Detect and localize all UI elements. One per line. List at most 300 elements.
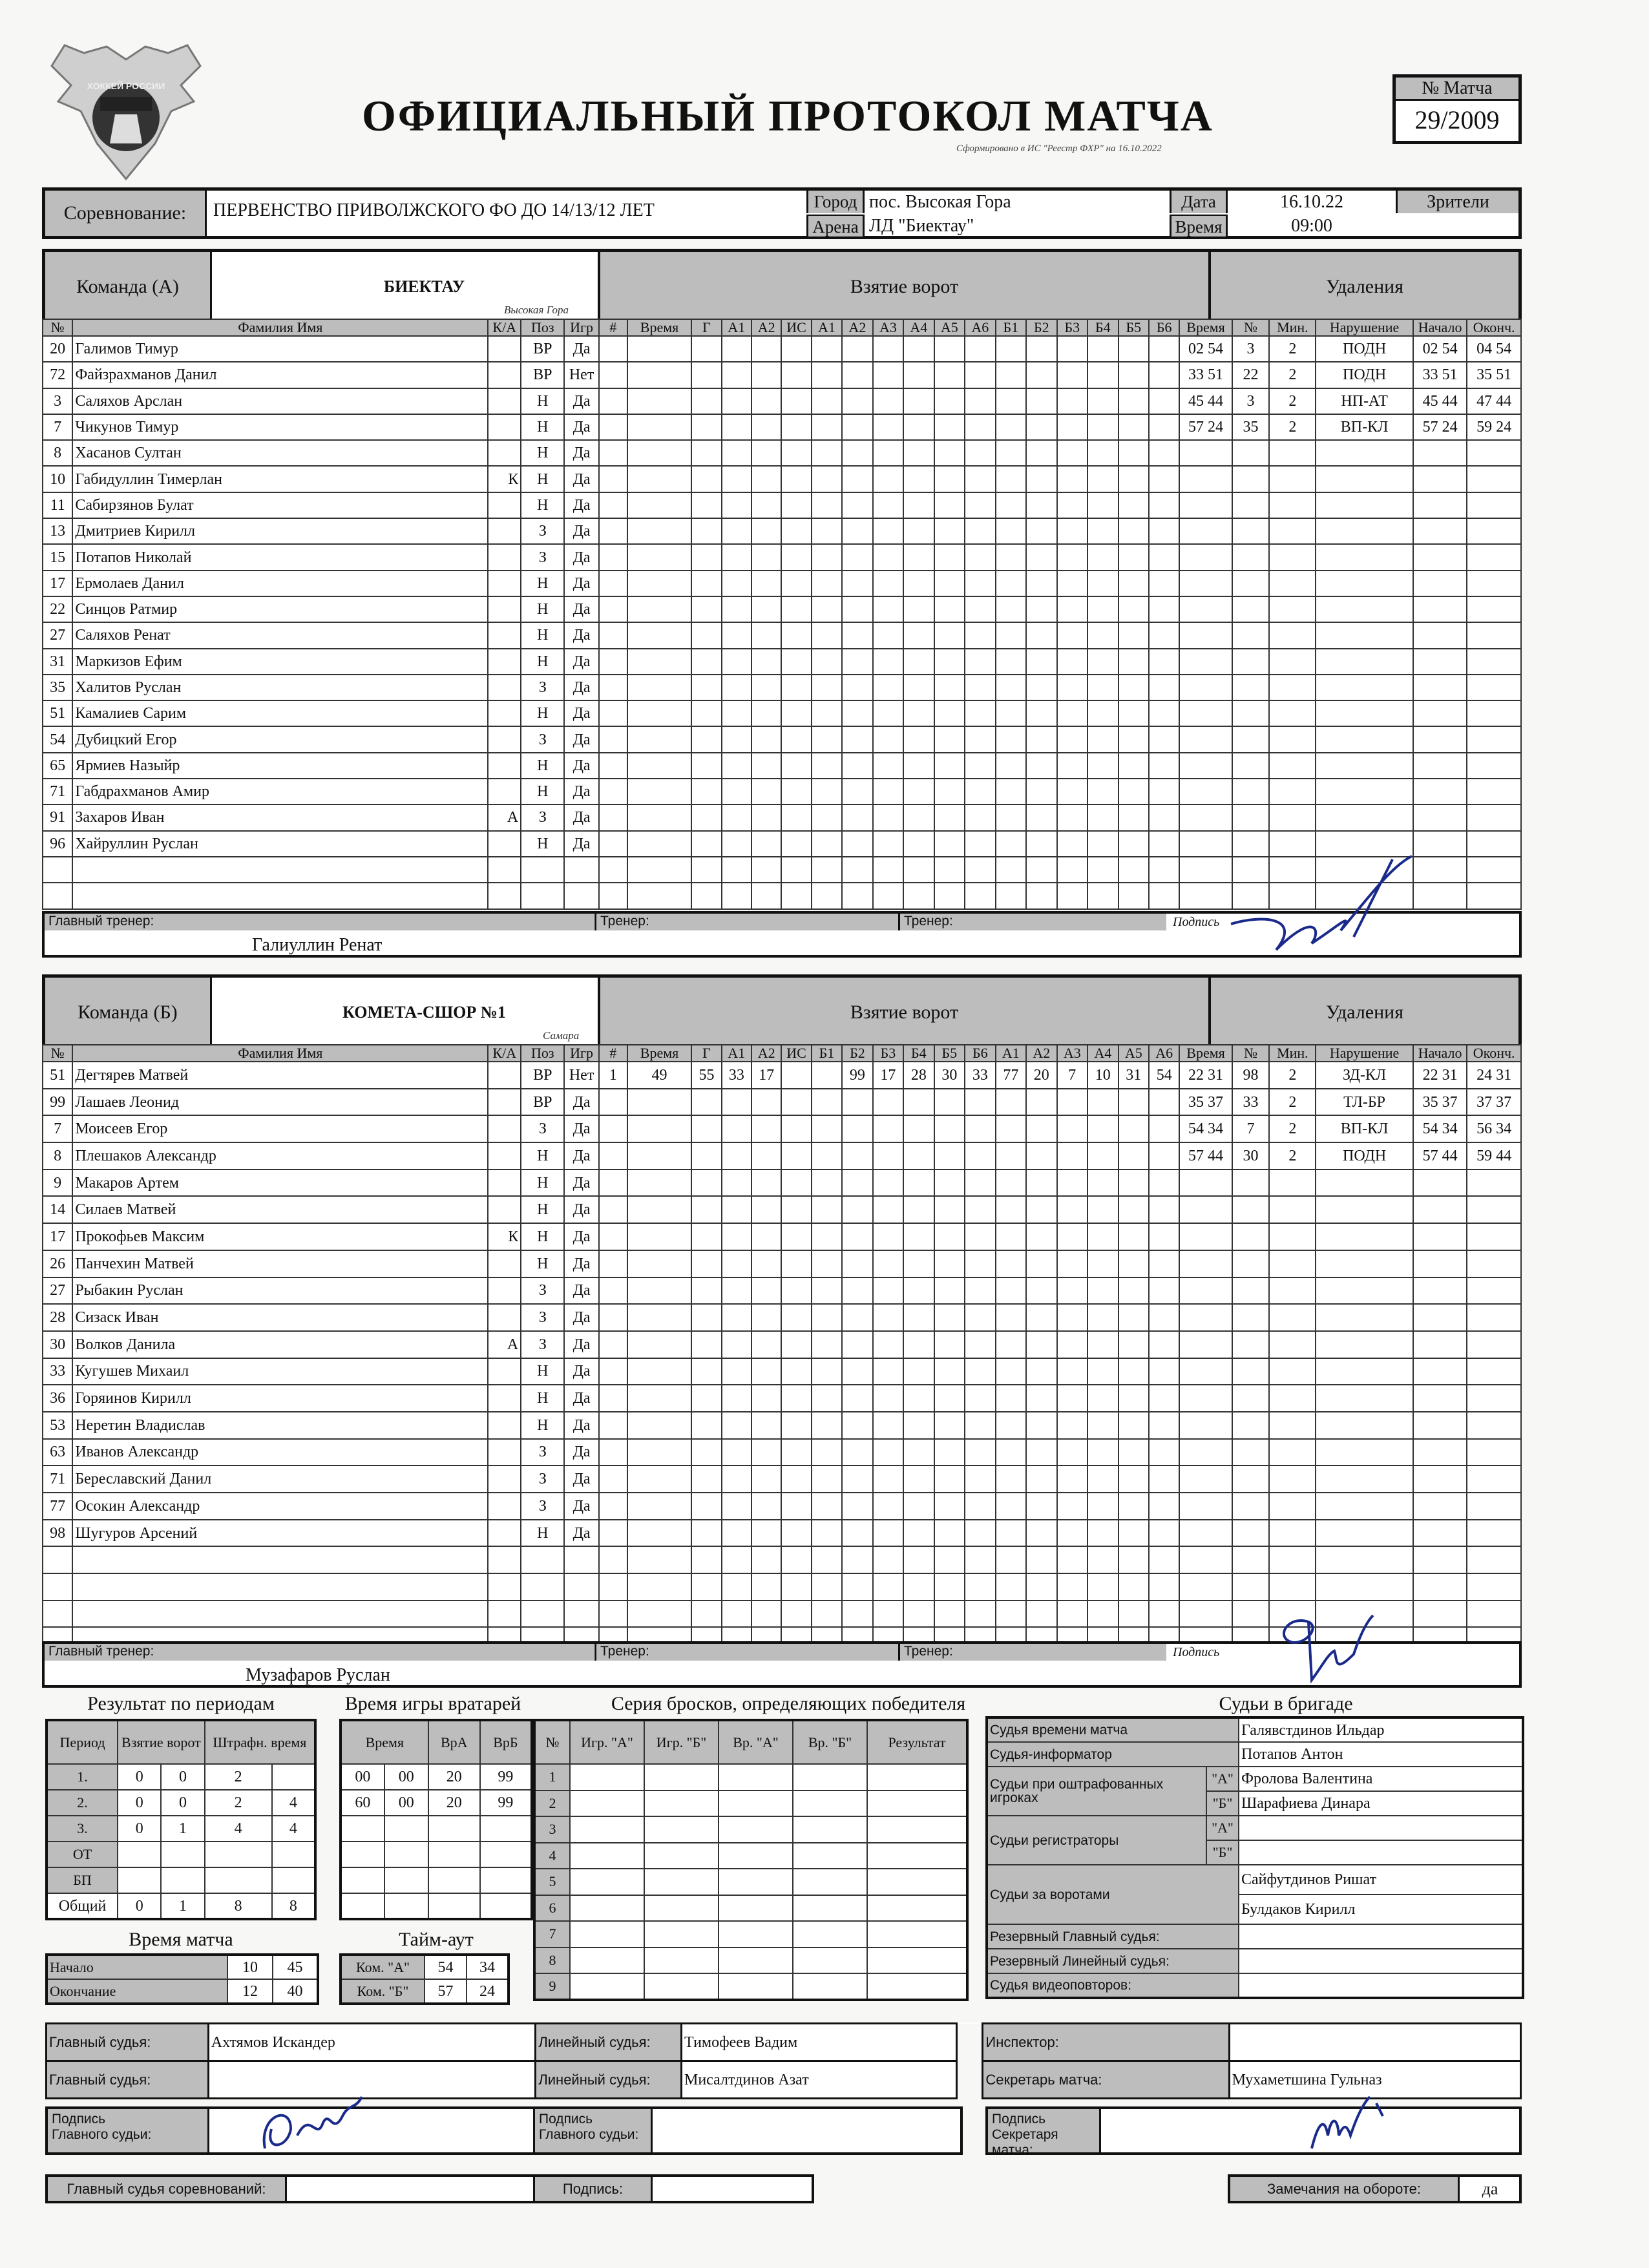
goal-cell [1057,1358,1087,1385]
goal-cell [599,700,627,726]
referee-name [1239,1973,1523,1998]
goal-cell [903,675,934,700]
penalty-end [1467,596,1521,622]
referee-row [987,1949,1523,1973]
player-number: 3 [43,388,72,414]
goal-cell [1087,440,1118,466]
match-time-label: Начало [47,1955,227,1979]
penalty-player [1232,726,1270,752]
penalty-player: 3 [1232,336,1270,362]
match-time-row [47,1955,318,1979]
goal-cell [691,622,721,648]
player-name: Волков Данила [72,1331,488,1358]
shootout-cell [570,1843,644,1869]
player-position: Н [521,1170,564,1197]
goal-cell [1026,518,1056,544]
goal-cell [1057,779,1087,804]
player-role [488,1304,521,1331]
roster-row [43,1385,1521,1412]
goal-cell [751,1331,781,1358]
period-row [47,1764,315,1790]
goal-cell [627,675,692,700]
goal-cell [965,596,995,622]
goal-cell: 7 [1057,1062,1087,1089]
penalty-time [1179,1546,1232,1573]
goal-cell [812,336,842,362]
penalty-end [1467,492,1521,518]
goal-cell [1149,1493,1179,1520]
goal-cell [903,753,934,779]
goal-cell [934,622,965,648]
player-name: Сабирзянов Булат [72,492,488,518]
goal-cell [965,622,995,648]
goal-cell [873,857,903,883]
goal-cell [903,1465,934,1493]
penalty-infraction [1316,440,1413,466]
goal-cell [1149,1170,1179,1197]
penalty-player [1232,1304,1270,1331]
goal-cell [722,675,751,700]
penalty-player [1232,440,1270,466]
timeout-sec: 24 [467,1979,509,2004]
player-position: Н [521,649,564,675]
goal-cell [1026,1142,1056,1170]
goal-cell [722,622,751,648]
goal-cell [873,1385,903,1412]
goal-cell [965,804,995,830]
goal-cell [1057,1223,1087,1250]
goalie-value: 00 [341,1764,384,1790]
penalty-time [1179,1142,1232,1170]
goal-cell [1087,336,1118,362]
penalty-start [1413,1385,1467,1412]
period-value: 4 [272,1790,315,1816]
player-number: 17 [43,571,72,596]
shootout-cell [644,1948,719,1974]
penalty-minutes [1269,1546,1316,1573]
penalty-time-sec: 44 [1208,1147,1224,1164]
shootout-cell [793,1816,867,1843]
penalty-start [1413,804,1467,830]
goal-cell [627,700,692,726]
goal-cell [599,883,627,908]
player-played: Да [564,779,598,804]
goal-cell [1087,1493,1118,1520]
shootout-header: № [534,1720,570,1764]
player-role [488,700,521,726]
penalty-time [1179,1573,1232,1601]
team-a-penalties-header: Удаления [1208,252,1518,322]
shootout-number: 5 [534,1869,570,1895]
player-position: Н [521,622,564,648]
goal-cell [722,440,751,466]
match-number-label: № Матча [1396,78,1518,101]
player-position: Н [521,1196,564,1223]
player-name: Кугушев Михаил [72,1358,488,1385]
goal-cell [934,883,965,908]
col-onice-header: А1 [996,1045,1026,1062]
goal-cell [934,1601,965,1628]
goal-cell [691,1223,721,1250]
goal-cell [1149,362,1179,388]
penalty-end-sec: 54 [1496,341,1512,358]
goal-cell [781,492,811,518]
goal-cell [842,700,872,726]
player-name: Галимов Тимур [72,336,488,362]
penalty-end-sec: 51 [1496,366,1512,384]
goal-cell [781,1493,811,1520]
goal-cell [781,779,811,804]
goal-cell: 31 [1119,1062,1149,1089]
goal-cell [1026,1465,1056,1493]
player-position: Н [521,492,564,518]
goal-cell [751,571,781,596]
goal-cell [965,1170,995,1197]
player-name: Синцов Ратмир [72,596,488,622]
penalty-end-sec: 34 [1496,1120,1512,1138]
player-role [488,1142,521,1170]
shootout-table [533,1719,969,2001]
goal-cell [599,1331,627,1358]
penalty-minutes [1269,1304,1316,1331]
timeout-row [341,1955,509,1979]
goal-cell [691,675,721,700]
player-number: 98 [43,1520,72,1547]
goal-cell [1119,1412,1149,1439]
goal-cell [996,1089,1026,1116]
player-role [488,622,521,648]
col-penalty-header: Оконч. [1467,1045,1521,1062]
goal-cell [842,1439,872,1466]
goal-cell [873,1089,903,1116]
penalty-minutes: 2 [1269,1089,1316,1116]
goal-cell [627,779,692,804]
penalty-end [1467,1304,1521,1331]
player-role [488,336,521,362]
player-number: 27 [43,622,72,648]
player-role [488,544,521,570]
penalty-player [1232,1520,1270,1547]
penalty-infraction: ЗД-КЛ [1316,1062,1413,1089]
goal-cell [781,1304,811,1331]
goal-cell [781,1385,811,1412]
goal-cell [965,831,995,857]
goal-cell [934,571,965,596]
roster-row [43,336,1521,362]
shootout-cell [867,1790,967,1817]
goal-cell [842,1304,872,1331]
goal-cell [599,1439,627,1466]
goal-cell [722,1115,751,1142]
goal-cell [812,1358,842,1385]
team-b-roster [42,1044,1522,1655]
penalty-end-min: 35 [1476,366,1493,384]
col-penalty-header: Нарушение [1316,1045,1413,1062]
penalty-start-min: 57 [1422,419,1438,436]
player-name: Габидуллин Тимерлан [72,466,488,492]
goal-cell [1087,388,1118,414]
goal-cell [599,1223,627,1250]
penalty-player [1232,649,1270,675]
col-penalty-header: Оконч. [1467,319,1521,336]
goal-cell [812,1385,842,1412]
player-number: 54 [43,726,72,752]
penalty-time [1179,649,1232,675]
player-played: Да [564,336,598,362]
penalty-minutes [1269,1465,1316,1493]
penalty-minutes: 2 [1269,1062,1316,1089]
goal-cell [934,1358,965,1385]
player-role [488,1573,521,1601]
penalty-start [1413,1277,1467,1305]
main-ref-label: Главный судья: [47,2024,209,2061]
roster-row [43,440,1521,466]
penalty-time [1179,571,1232,596]
main-ref-name: Ахтямов Искандер [208,2024,536,2061]
player-played: Да [564,440,598,466]
penalty-end [1467,1465,1521,1493]
goal-cell [965,1089,995,1116]
col-onice-header: А4 [1087,1045,1118,1062]
goal-cell [627,1385,692,1412]
shootout-row [534,1764,967,1790]
shootout-cell [719,1973,793,2000]
goal-cell [751,857,781,883]
federation-logo [45,40,207,189]
player-name: Горяинов Кирилл [72,1385,488,1412]
penalty-end [1467,1358,1521,1385]
goalie-b-header: ВрБ [480,1720,532,1764]
goal-cell [903,1304,934,1331]
goal-cell [965,362,995,388]
goal-cell [781,1331,811,1358]
penalty-player [1232,1385,1270,1412]
goal-cell [1026,1385,1056,1412]
goal-cell [1087,1196,1118,1223]
goal-cell [722,492,751,518]
goal-cell [996,1250,1026,1277]
period-value: 4 [272,1816,315,1842]
goal-cell [1119,1573,1149,1601]
goal-cell [1149,466,1179,492]
penalty-time [1179,726,1232,752]
player-position: З [521,804,564,830]
goal-cell [781,804,811,830]
goal-cell [751,362,781,388]
goal-cell [1057,883,1087,908]
goal-cell [627,1196,692,1223]
penalty-minutes: 2 [1269,1142,1316,1170]
goal-cell [722,1439,751,1466]
goal-cell [1057,362,1087,388]
referee-row [987,1742,1523,1767]
goalie-time-header: Время [341,1720,428,1764]
penalty-start [1413,1304,1467,1331]
shootout-cell [867,1843,967,1869]
goal-cell [691,1358,721,1385]
roster-row [43,1546,1521,1573]
goal-cell [1149,492,1179,518]
col-onice-header: А5 [934,319,965,336]
goal-cell [903,857,934,883]
goal-cell [842,1573,872,1601]
penalty-start [1413,1115,1467,1142]
penalty-player: 22 [1232,362,1270,388]
col-penalty-header: Мин. [1269,319,1316,336]
referee-name [1239,1816,1523,1840]
penalty-start [1413,440,1467,466]
goal-cell [812,883,842,908]
referee-name [1239,1840,1523,1865]
penalty-start-min: 45 [1422,392,1438,410]
goal-cell [1087,804,1118,830]
penalty-end-min: 59 [1476,1147,1493,1164]
goal-cell [1119,1546,1149,1573]
goal-cell [934,857,965,883]
goalie-row [341,1790,532,1816]
penalty-start [1413,1493,1467,1520]
goal-cell [842,492,872,518]
player-role [488,1170,521,1197]
comp-judge-label: Главный судья соревнований: [48,2177,287,2201]
col-penalty-header: Начало [1413,319,1467,336]
goal-cell [722,857,751,883]
penalty-player [1232,596,1270,622]
penalty-time [1179,700,1232,726]
goalie-value [384,1842,428,1867]
shootout-cell [867,1816,967,1843]
secretary-label: Секретарь матча: [983,2061,1229,2099]
penalty-end [1467,440,1521,466]
goalie-a-header: ВрА [428,1720,480,1764]
arena-value: ЛД "Биектау" [869,216,974,236]
penalty-time-sec: 24 [1208,419,1224,436]
player-role [488,1277,521,1305]
goal-cell [1057,492,1087,518]
goal-cell [1026,1439,1056,1466]
goal-cell [1026,1412,1056,1439]
goal-cell [934,1465,965,1493]
roster-row [43,1250,1521,1277]
goal-cell [627,1331,692,1358]
goal-cell [934,466,965,492]
player-name: Хасанов Султан [72,440,488,466]
goal-cell [1026,544,1056,570]
goal-cell [1057,1601,1087,1628]
player-number: 15 [43,544,72,570]
goal-cell [691,1573,721,1601]
goal-cell [691,440,721,466]
penalty-end-sec: 44 [1496,1147,1512,1164]
penalty-player: 3 [1232,388,1270,414]
goal-cell [599,1089,627,1116]
goal-cell [812,388,842,414]
penalty-infraction: ТЛ-БР [1316,1089,1413,1116]
timeout-title: Тайм-аут [399,1929,474,1950]
goal-cell [965,675,995,700]
goal-cell [1026,1223,1056,1250]
period-value: 4 [205,1816,272,1842]
penalty-time-sec: 34 [1208,1120,1224,1138]
goal-cell [812,1331,842,1358]
roster-row [43,518,1521,544]
penalty-time [1179,1331,1232,1358]
goalie-value [480,1893,532,1919]
goal-cell [781,362,811,388]
penalty-minutes [1269,1223,1316,1250]
goal-cell [781,726,811,752]
shootout-cell [719,1816,793,1843]
roster-row [43,1089,1521,1116]
player-position: Н [521,1412,564,1439]
goal-cell [722,596,751,622]
penalty-end [1467,883,1521,908]
penalty-time [1179,1493,1232,1520]
penalty-start [1413,1196,1467,1223]
goal-cell [1026,1573,1056,1601]
goal-cell [873,1142,903,1170]
player-number: 31 [43,649,72,675]
goal-cell [1119,804,1149,830]
player-number: 8 [43,1142,72,1170]
goal-cell [934,1277,965,1305]
player-position: Н [521,1520,564,1547]
goal-cell [627,1170,692,1197]
goal-cell: 55 [691,1062,721,1089]
goal-cell [903,649,934,675]
goal-cell [903,1412,934,1439]
penalty-end-min: 37 [1476,1093,1493,1111]
player-name: Ермолаев Данил [72,571,488,596]
goal-cell [996,518,1026,544]
goal-cell [599,804,627,830]
goal-cell [873,1304,903,1331]
player-position: Н [521,440,564,466]
player-role [488,1089,521,1116]
period-value [205,1867,272,1893]
goal-cell [781,440,811,466]
goal-cell [873,362,903,388]
col-goal-scorer-header: Г [691,319,721,336]
goal-cell [781,466,811,492]
goal-cell [842,753,872,779]
goal-cell [996,466,1026,492]
period-value [205,1842,272,1867]
goal-cell [903,492,934,518]
goal-cell [873,1493,903,1520]
shootout-row [534,1973,967,2000]
player-name: Файзрахманов Данил [72,362,488,388]
goal-cell [934,1304,965,1331]
goal-cell [781,1115,811,1142]
goal-cell [1087,1089,1118,1116]
goal-cell [1149,1358,1179,1385]
period-value: 8 [205,1893,272,1919]
penalty-start [1413,336,1467,362]
goal-cell [1026,1304,1056,1331]
penalty-minutes: 2 [1269,414,1316,440]
goal-cell [722,1601,751,1628]
goal-cell [996,1465,1026,1493]
goal-cell [842,857,872,883]
player-position: Н [521,466,564,492]
player-position [521,1601,564,1628]
goal-cell [1149,622,1179,648]
player-name: Силаев Матвей [72,1196,488,1223]
goal-cell [903,1223,934,1250]
player-number [43,1573,72,1601]
second-ref-sign-line-2: Главного судьи: [539,2127,639,2142]
